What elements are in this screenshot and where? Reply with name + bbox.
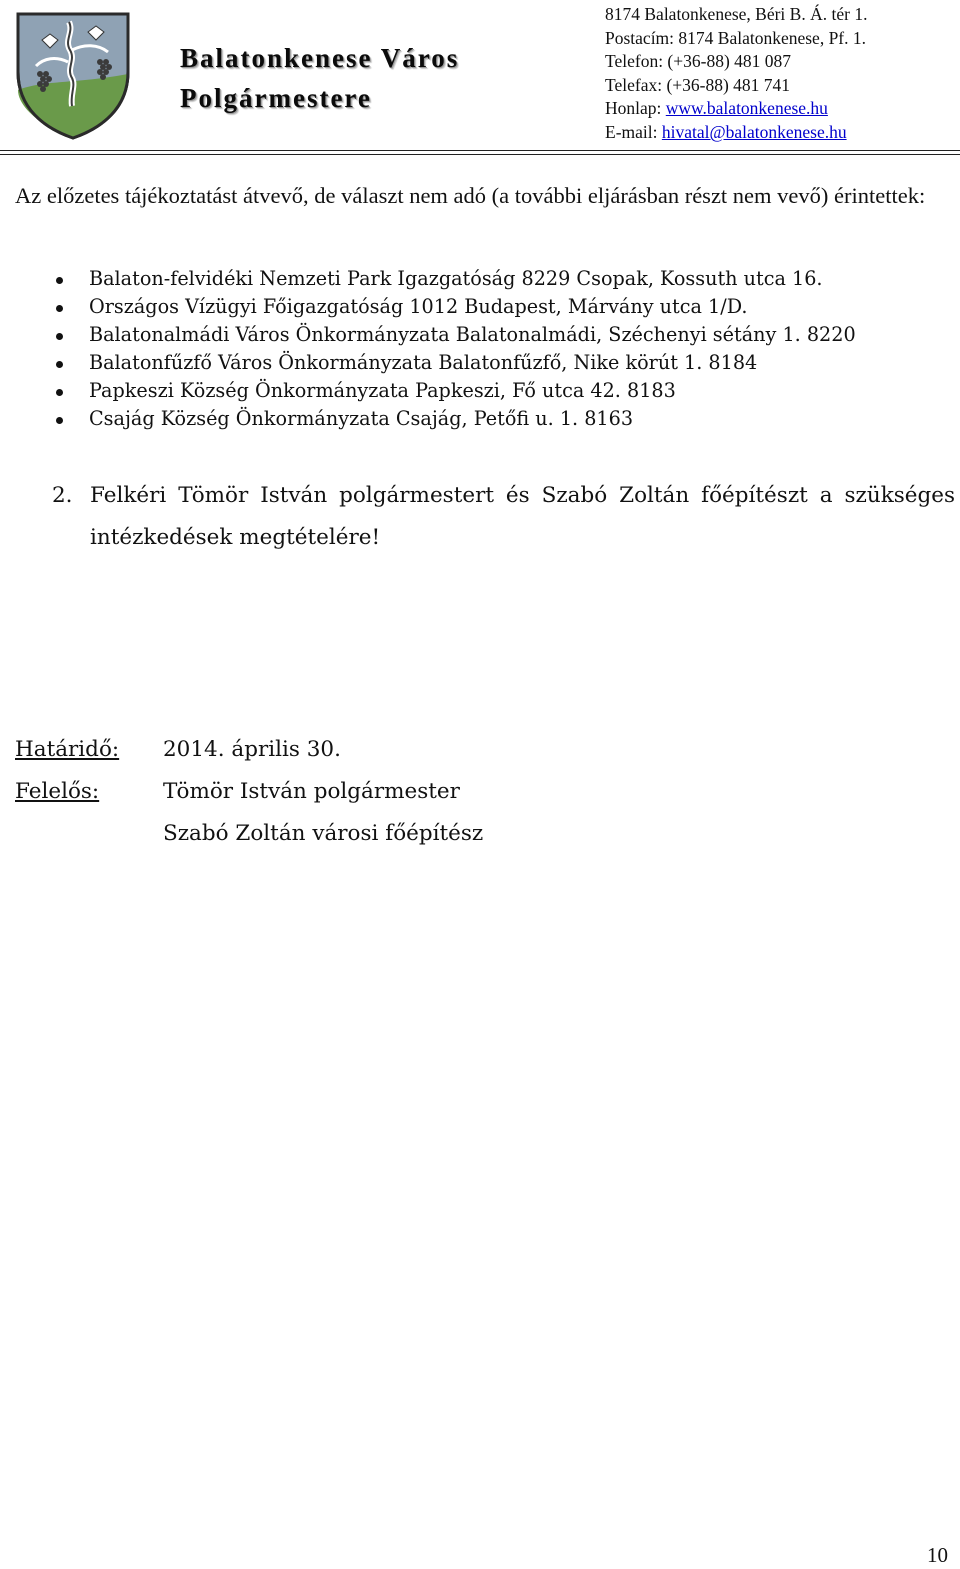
phone: Telefon: (+36-88) 481 087	[605, 51, 792, 72]
page-number: 10	[927, 1543, 948, 1567]
postal-address: Postacím: 8174 Balatonkenese, Pf. 1.	[605, 27, 867, 48]
list-item: Papkeszi Község Önkormányzata Papkeszi, Fő utca 42. 8183	[0, 377, 930, 405]
email-line	[605, 121, 867, 145]
responsible-person-2: Szabó Zoltán városi főépítész	[163, 821, 484, 846]
fax: Telefax: (+36-88) 481 741	[605, 74, 791, 95]
website-link[interactable]: www.balatonkenese.hu	[665, 98, 828, 119]
list-item: Balatonfűzfő Város Önkormányzata Balatonfűzfő, Nike körút 1. 8184	[0, 349, 930, 377]
list-item: Balatonalmádi Város Önkormányzata Balatonalmádi, Széchenyi sétány 1. 8220	[0, 321, 930, 349]
recipient-list	[0, 265, 930, 433]
organization-name	[180, 38, 459, 118]
numbered-item	[52, 475, 955, 559]
website-label: Honlap:	[605, 98, 666, 119]
org-name-line1: Balatonkenese Város	[180, 43, 460, 73]
email-label: E-mail:	[605, 121, 662, 142]
list-item: Balaton-felvidéki Nemzeti Park Igazgatóság 8229 Csopak, Kossuth utca 16.	[0, 265, 930, 293]
address: 8174 Balatonkenese, Béri B. Á. tér 1.	[605, 4, 868, 24]
list-item: Országos Vízügyi Főigazgatóság 1012 Budapest, Márvány utca 1/D.	[0, 293, 930, 321]
responsible-label: Felelős:	[15, 779, 100, 804]
item-text: Felkéri Tömör István polgármestert és Szabó Zoltán főépítészt a szükséges intézkedések megtételére!	[90, 483, 955, 550]
email-link[interactable]: hivatal@balatonkenese.hu	[661, 121, 847, 142]
deadline-value: 2014. április 30.	[163, 737, 341, 762]
responsible-person-1: Tömör István polgármester	[163, 779, 460, 804]
header-divider	[0, 150, 960, 151]
city-coat-of-arms	[14, 10, 132, 142]
deadline-label: Határidő:	[15, 737, 120, 762]
list-item: Csajág Község Önkormányzata Csajág, Petőfi u. 1. 8163	[0, 405, 930, 433]
org-name-line2: Polgármestere	[180, 83, 372, 113]
contact-block	[605, 3, 867, 145]
intro-paragraph: Az előzetes tájékoztatást átvevő, de választ nem adó (a további eljárásban részt nem vevő) érintettek:	[15, 183, 926, 208]
website-line	[605, 97, 867, 121]
item-number: 2.	[52, 483, 73, 508]
header-divider-secondary	[0, 154, 960, 155]
